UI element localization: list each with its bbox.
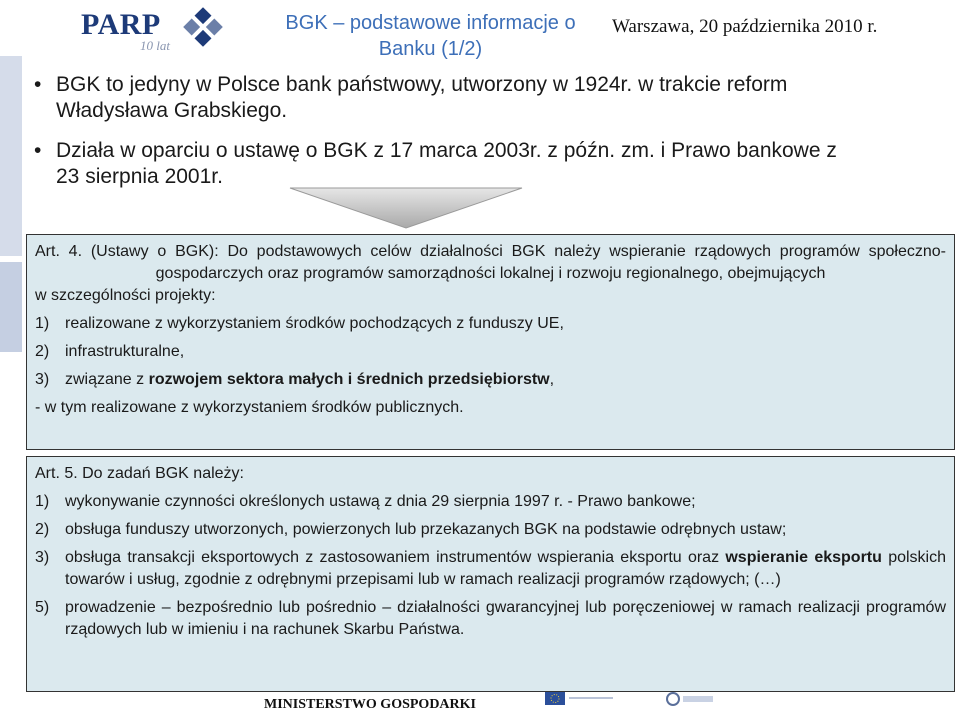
- slide-title: [258, 10, 603, 62]
- list-item: [35, 597, 946, 641]
- list-item: [35, 369, 946, 391]
- list-item: [35, 547, 946, 591]
- cip-logo-icon: [665, 690, 715, 708]
- bullet-marker: •: [34, 139, 42, 162]
- list-text: [65, 547, 946, 591]
- list-number: 1): [35, 493, 50, 510]
- list-number: 3): [35, 549, 50, 566]
- list-text-part: obsługa transakcji eksportowych z zastosowaniem instrumentów wspierania eksportu oraz: [65, 549, 726, 566]
- list-number: 2): [35, 521, 50, 538]
- bullet-item: [30, 138, 860, 190]
- article-4-intro: Art. 4. (Ustawy o BGK): Do podstawowych celów działalności BGK należy wspieranie rządowych programów społeczno-gospodarczych oraz programów samorządności lokalnej i rozwoju regionalnego, obejmujących: [35, 243, 946, 282]
- bullet-list: [30, 72, 860, 204]
- article-4-box: [26, 234, 955, 450]
- article-4-tail: - w tym realizowane z wykorzystaniem środków publicznych.: [35, 399, 464, 416]
- bullet-marker: •: [34, 73, 42, 96]
- article-4-lead: w szczególności projekty:: [35, 287, 216, 304]
- list-number: 3): [35, 371, 50, 388]
- list-text-part: ,: [549, 371, 555, 388]
- list-text: obsługa funduszy utworzonych, powierzonych lub przekazanych BGK na podstawie odrębnych ustaw;: [65, 521, 787, 538]
- list-text-bold: rozwojem sektora małych i średnich przedsiębiorstw: [148, 371, 550, 388]
- bullet-item: [30, 72, 860, 124]
- article-5-heading: Art. 5. Do zadań BGK należy:: [35, 465, 244, 482]
- list-text: prowadzenie – bezpośrednio lub pośrednio – działalności gwarancyjnej lub poręczeniowej w ramach realizacji programów rządowych lub w imieniu i na rachunek Skarbu Państwa.: [65, 599, 946, 638]
- slide-date: Warszawa, 20 października 2010 r.: [612, 16, 878, 37]
- parp-logo-subtitle: 10 lat: [140, 38, 170, 53]
- list-item: [35, 341, 946, 363]
- list-text-bold: wspieranie eksportu: [725, 549, 882, 566]
- list-text: realizowane z wykorzystaniem środków pochodzących z funduszy UE,: [65, 315, 564, 332]
- list-number: 5): [35, 599, 50, 616]
- bullet-text: Działa w oparciu o ustawę o BGK z 17 marca 2003r. z późn. zm. i Prawo bankowe z 23 sierpnia 2001r.: [56, 139, 837, 188]
- bullet-text: BGK to jedyny w Polsce bank państwowy, utworzony w 1924r. w trakcie reform Władysława Grabskiego.: [56, 73, 788, 122]
- list-item: [35, 313, 946, 335]
- list-text: wykonywanie czynności określonych ustawą z dnia 29 sierpnia 1997 r. - Prawo bankowe;: [65, 493, 696, 510]
- list-text-part: związane z: [65, 371, 149, 388]
- list-item: [35, 519, 946, 541]
- down-arrow-icon: [288, 186, 524, 230]
- ministry-footer: MINISTERSTWO GOSPODARKI: [264, 697, 476, 712]
- eu-flag-icon: [545, 690, 615, 706]
- list-number: 2): [35, 343, 50, 360]
- slide-title-line1: BGK – podstawowe informacje o: [285, 12, 576, 34]
- parp-logo-icon: [180, 4, 226, 50]
- list-text: [65, 369, 946, 391]
- decorative-bar: [0, 262, 22, 352]
- parp-logo-text: PARP: [81, 8, 161, 41]
- list-number: 1): [35, 315, 50, 332]
- list-text: infrastrukturalne,: [65, 343, 185, 360]
- decorative-bar: [0, 56, 22, 256]
- article-5-box: [26, 456, 955, 692]
- slide-title-line2: Banku (1/2): [378, 38, 483, 60]
- list-text-part: polskich towarów i usług, zgodnie z odrębnymi przepisami lub w ramach realizacji programów rządowych; (…): [65, 549, 947, 588]
- list-item: [35, 491, 946, 513]
